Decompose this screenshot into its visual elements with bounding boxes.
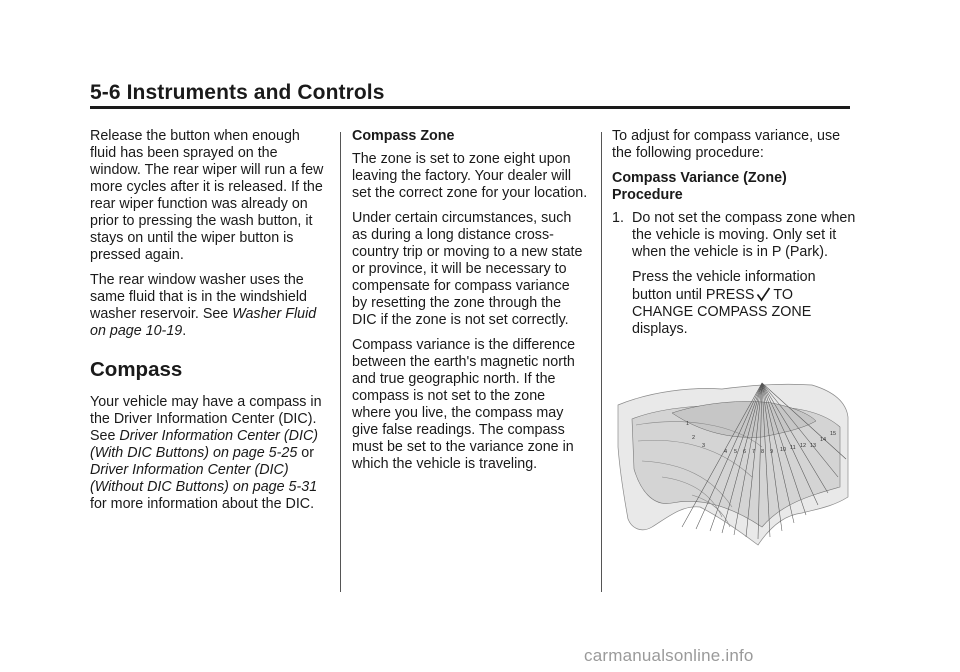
step-body (632, 210, 856, 346)
zone-label: 4 (724, 449, 728, 455)
header-rule (90, 106, 850, 109)
zone-label: 2 (692, 435, 696, 441)
paragraph-procedure-intro: To adjust for compass variance, use the following procedure: (612, 128, 841, 161)
column-1 (90, 128, 330, 521)
zone-label: 5 (734, 449, 738, 455)
zone-label: 9 (770, 449, 774, 455)
page-title: 5-6 Instruments and Controls (90, 81, 385, 104)
north-america-zone-map-figure (612, 377, 852, 555)
page-header (90, 80, 850, 106)
step-1 (612, 210, 856, 346)
zone-label: 6 (743, 449, 747, 455)
dic-no-buttons-link[interactable]: Driver Information Center (DIC) (Without DIC Buttons) on page 5-31 (90, 462, 318, 495)
paragraph-zone-reset: Under certain circumstances, such as during a long distance cross-country trip or moving to a new state or province, it will be necessary to compensate for compass variance by resetting the zone through the DIC if the zone is not set correctly. (352, 210, 583, 328)
zone-label: 15 (830, 431, 837, 437)
zone-label: 1 (686, 421, 690, 427)
zone-label: 8 (761, 449, 765, 455)
paragraph-zone-default: The zone is set to zone eight upon leaving the factory. Your dealer will set the correct zone for your location. (352, 151, 588, 201)
zone-label: 3 (702, 443, 706, 449)
zone-label: 7 (752, 449, 756, 455)
column-2 (352, 128, 588, 481)
checkmark-icon (756, 286, 771, 302)
compass-zone-map (612, 377, 852, 555)
paragraph-rear-wiper: Release the button when enough fluid has been sprayed on the window. The rear wiper will run a few more cycles after it is released. If the rear wiper function was already on prior to pressing the wash button, it stays on until the wiper button is pressed again. (90, 128, 324, 263)
column-divider-1 (340, 132, 341, 592)
washer-fluid-link[interactable]: Washer Fluid on page 10-19 (90, 306, 317, 339)
zone-label: 13 (810, 443, 817, 449)
zone-label: 14 (820, 437, 827, 443)
watermark: carmanualsonline.info (584, 646, 754, 665)
washer-end: . (182, 323, 187, 339)
zone-label: 11 (790, 445, 796, 451)
zone-label: 10 (780, 447, 787, 453)
paragraph-compass (90, 394, 330, 513)
subhead-compass-zone: Compass Zone (352, 128, 455, 144)
compass-end: for more information about the DIC. (90, 496, 315, 512)
section-title-compass: Compass (90, 358, 183, 381)
subhead-variance-procedure: Compass Variance (Zone) Procedure (612, 170, 787, 203)
column-divider-2 (601, 132, 602, 592)
dic-buttons-link[interactable]: Driver Information Center (DIC) (With DIC Buttons) on page 5-25 (90, 428, 319, 461)
step-1-text: Do not set the compass zone when the vehicle is moving. Only set it when the vehicle is in P (Park). (632, 210, 856, 260)
compass-or: or (297, 445, 314, 461)
zone-label: 12 (800, 443, 807, 449)
press-text: Press the vehicle information button until PRESS (632, 269, 816, 303)
column-3 (612, 128, 856, 346)
washer-text: The rear window washer uses the same fluid that is in the windshield washer reservoir. See (90, 272, 307, 322)
press-text-end: TO CHANGE COMPASS ZONE displays. (632, 287, 812, 337)
step-1-press (632, 269, 856, 338)
paragraph-washer (90, 272, 330, 340)
paragraph-variance: Compass variance is the difference between the earth's magnetic north and true geographic north. If the compass is not set to the zone where you live, the compass may give false readings. The compass must be set to the variance zone in which the vehicle is traveling. (352, 337, 576, 472)
step-number: 1. (612, 210, 624, 226)
compass-text: Your vehicle may have a compass in the Driver Information Center (DIC). See (90, 394, 322, 444)
